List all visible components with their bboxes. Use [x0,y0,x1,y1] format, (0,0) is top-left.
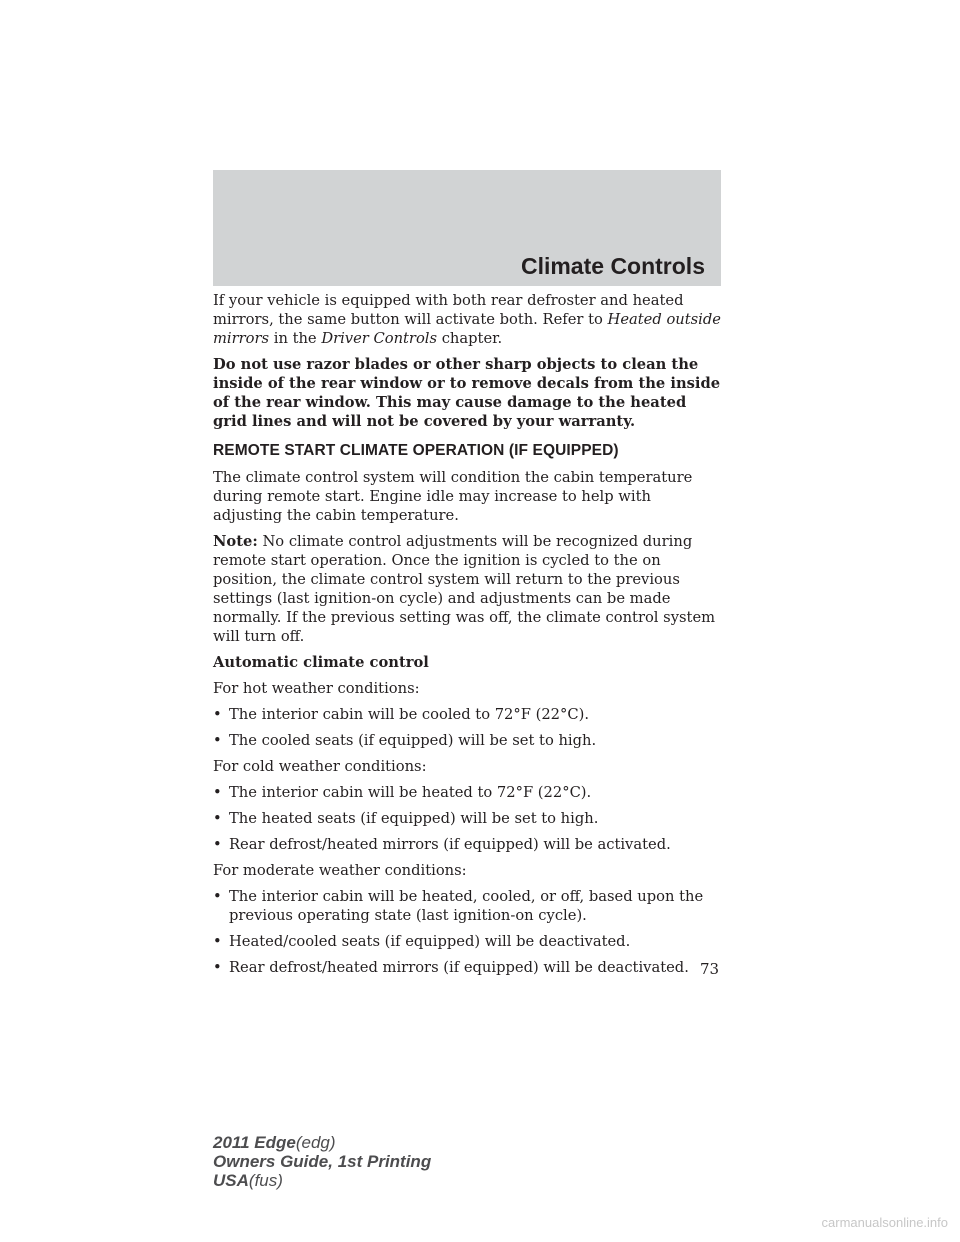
footer-line-1 [213,1133,431,1152]
intro-text-3: chapter. [441,330,503,347]
footer-market-code: (fus) [248,1171,283,1190]
bullet-icon: • [213,784,222,801]
list-item-text: The interior cabin will be cooled to 72°F (22°C). [229,706,590,723]
bullet-icon: • [213,706,222,723]
heated-mirrors-reference: Heated outside mirrors [213,311,721,347]
cold-weather-label: For cold weather conditions: [213,758,427,775]
list-item [213,705,721,724]
note-paragraph [213,532,721,646]
note-label: Note: [213,533,258,550]
list-item [213,887,721,925]
bullet-icon: • [213,810,222,827]
remote-start-heading: REMOTE START CLIMATE OPERATION (IF EQUIPPED) [213,442,619,459]
list-item [213,932,721,951]
warning-paragraph: Do not use razor blades or other sharp objects to clean the inside of the rear window or to remove decals from the inside of the rear window. This may cause damage to the heated grid lines and will not be covered by your warranty. [213,356,721,430]
bullet-icon: • [213,836,222,853]
intro-text-1: If your vehicle is equipped with both rear defroster and heated mirrors, the same button will activate both. Refer to [213,292,684,328]
hot-weather-list [213,705,721,750]
list-item [213,783,721,802]
list-item [213,731,721,750]
bullet-icon: • [213,933,222,950]
list-item [213,958,721,977]
list-item-text: The interior cabin will be heated, cooled, or off, based upon the previous operating state (last ignition-on cycle). [229,888,704,924]
list-item-text: Rear defrost/heated mirrors (if equipped) will be activated. [229,836,671,853]
moderate-weather-label: For moderate weather conditions: [213,862,467,879]
list-item [213,835,721,854]
list-item-text: The interior cabin will be heated to 72°F (22°C). [229,784,592,801]
list-item [213,809,721,828]
footer-market: USA [213,1171,249,1190]
footer-model-code: (edg) [295,1133,336,1152]
section-title: Climate Controls [520,253,705,279]
document-footer [213,1133,431,1190]
intro-text-2: in the [273,330,317,347]
bullet-icon: • [213,732,222,749]
footer-model: 2011 Edge [213,1133,296,1152]
footer-line-2: Owners Guide, 1st Printing [213,1152,432,1171]
bullet-icon: • [213,959,222,976]
list-item-text: Heated/cooled seats (if equipped) will be deactivated. [229,933,631,950]
moderate-weather-list [213,887,721,977]
note-text: No climate control adjustments will be recognized during remote start operation. Once the ignition is cycled to the on position, the climate control system will return to the previous settings (last ignition-on cycle) and adjustments can be made normally. If the previous setting was off, the climate control system will turn off. [213,533,716,645]
page-number: 73 [700,960,720,978]
watermark: carmanualsonline.info [821,1215,948,1230]
driver-controls-reference: Driver Controls [321,330,438,347]
section-header-band [213,170,721,286]
footer-line-3 [213,1171,431,1190]
hot-weather-label: For hot weather conditions: [213,680,420,697]
bullet-icon: • [213,888,222,905]
cold-weather-list [213,783,721,854]
intro-paragraph [213,291,721,348]
page-content [213,291,721,984]
automatic-climate-heading: Automatic climate control [213,654,429,671]
remote-start-paragraph: The climate control system will condition the cabin temperature during remote start. Engine idle may increase to help with adjusting the cabin temperature. [213,469,693,524]
list-item-text: Rear defrost/heated mirrors (if equipped) will be deactivated. [229,959,689,976]
list-item-text: The cooled seats (if equipped) will be set to high. [229,732,597,749]
list-item-text: The heated seats (if equipped) will be set to high. [229,810,599,827]
